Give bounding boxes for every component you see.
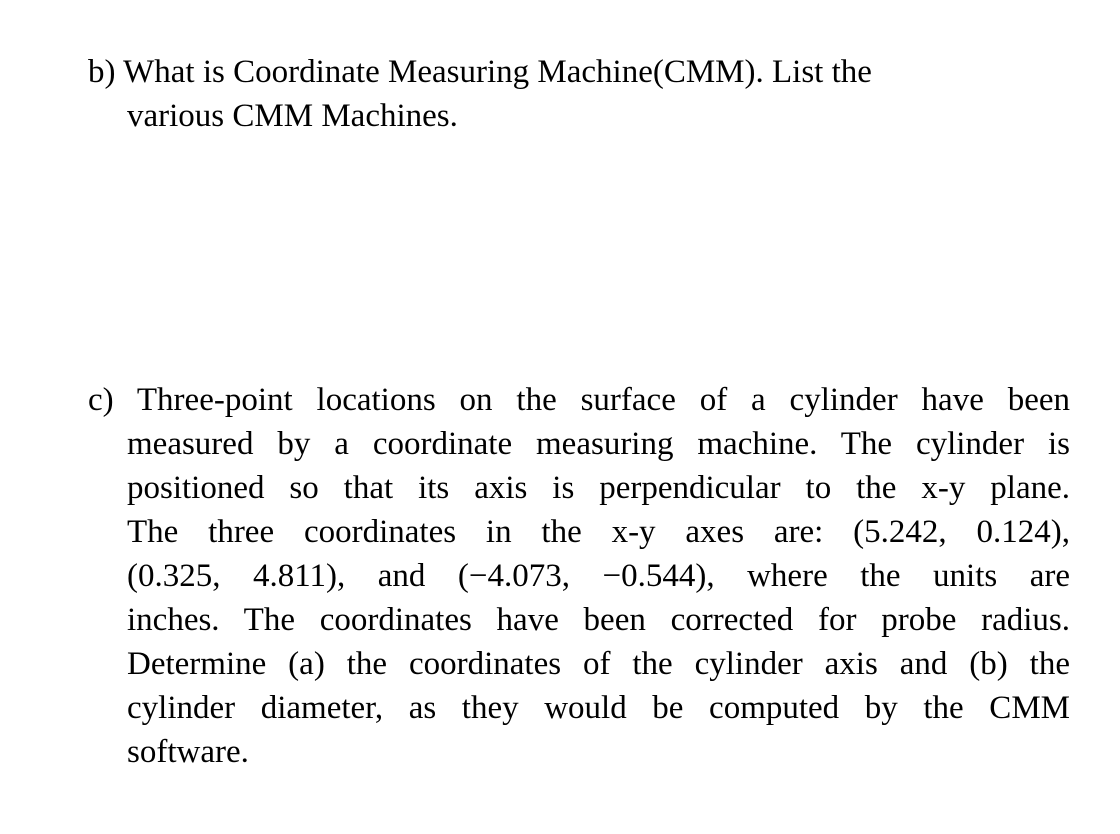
question-b-line-2: various CMM Machines. [127, 98, 458, 134]
question-c-line-1: c) Three-point locations on the surface of a cylinder have been [88, 382, 1070, 418]
question-c-line-3: positioned so that its axis is perpendicular to the x-y plane. [127, 470, 1070, 506]
question-c-line-6: inches. The coordinates have been corrected for probe radius. [127, 602, 1070, 638]
question-c [88, 378, 1070, 774]
question-c-line-2: measured by a coordinate measuring machine. The cylinder is [127, 426, 1070, 462]
question-b-line-1: b) What is Coordinate Measuring Machine(CMM). List the [88, 54, 872, 90]
question-b [88, 50, 1070, 138]
question-c-line-4: The three coordinates in the x-y axes are: (5.242, 0.124), [127, 514, 1070, 550]
question-c-line-9: software. [127, 734, 249, 770]
question-c-line-5: (0.325, 4.811), and (−4.073, −0.544), where the units are [127, 558, 1070, 594]
question-c-line-8: cylinder diameter, as they would be computed by the CMM [127, 690, 1070, 726]
question-c-line-7: Determine (a) the coordinates of the cylinder axis and (b) the [127, 646, 1070, 682]
